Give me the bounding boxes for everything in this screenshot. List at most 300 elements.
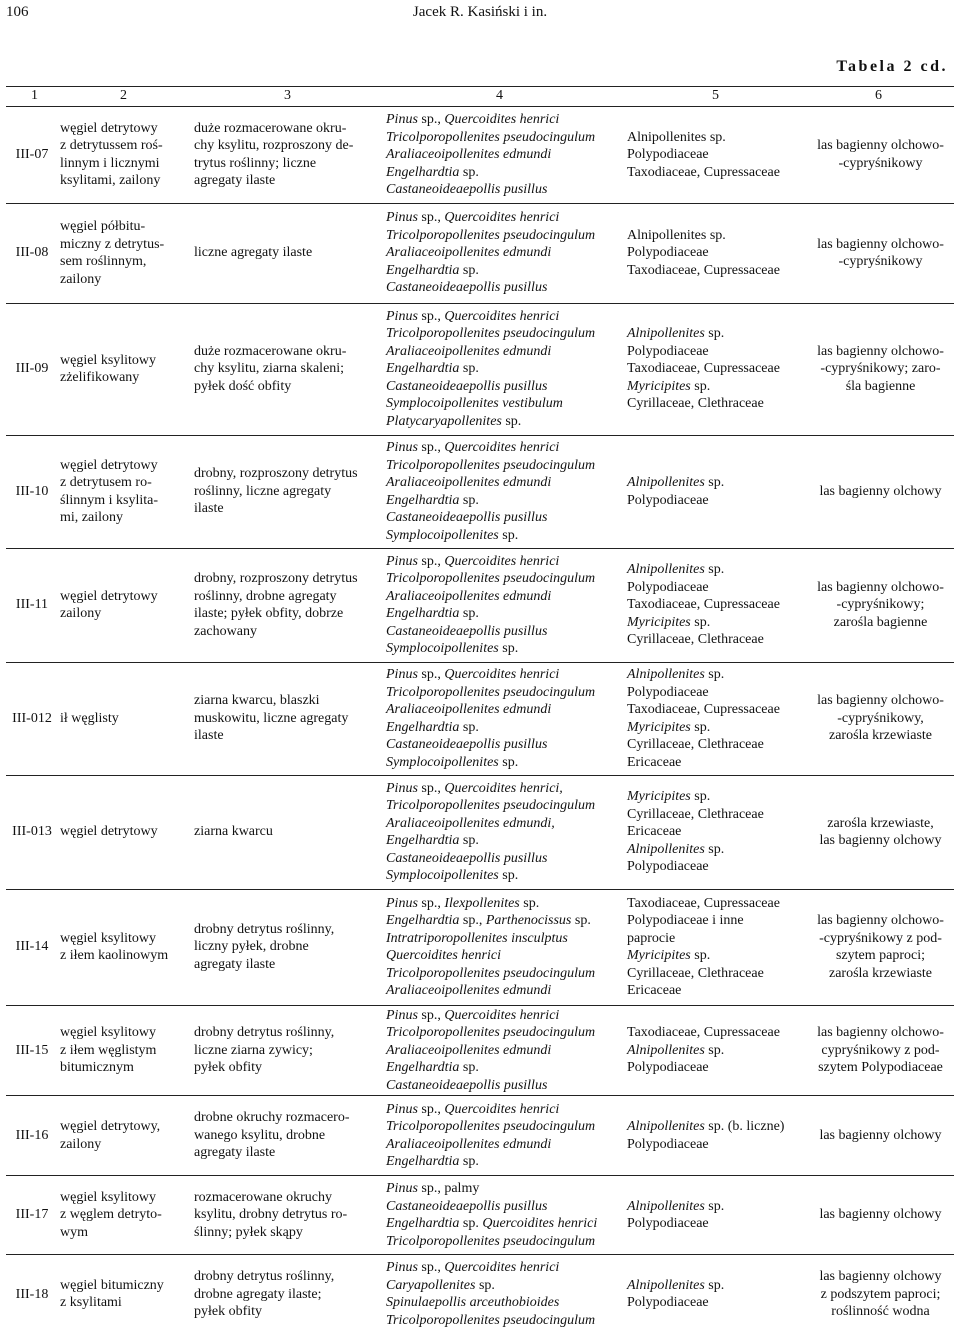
cell-line: drobny detrytus roślinny, [194, 921, 335, 937]
cell-line: ilaste [194, 501, 224, 517]
cell-line: -cypryśnikowy; zaro- [820, 361, 941, 377]
cell-line: zżelifikowany [60, 370, 140, 385]
taxon-name: Tricolporopollenites pseudocingulum [386, 227, 596, 243]
taxon-name: Araliaceoipollenites edmundi [386, 147, 552, 162]
cell-line: las bagienny olchowo- [817, 693, 944, 709]
text-run: Taxodiaceae, Cupressaceae [627, 895, 780, 911]
cell-line [627, 1042, 805, 1060]
cell-line [627, 1215, 805, 1233]
cell-line: liczne ziarna zywicy; [194, 1042, 313, 1058]
running-header-authors: Jacek R. Kasiński i in. [412, 4, 548, 20]
pollen-secondary-cell [625, 775, 807, 889]
taxon-name: Myricipites [627, 378, 691, 394]
cell-line [627, 631, 805, 649]
taxon-name: Alnipollenites [627, 326, 705, 342]
text-run: sp. [704, 475, 725, 490]
cell-line: chy ksylitu, ziarna skaleni; [194, 361, 345, 377]
cell-line: duże rozmacerowane okru- [194, 120, 347, 136]
text-run: Polypodiaceae [627, 1295, 709, 1311]
text-run: Polypodiaceae i inne [627, 913, 744, 928]
cell-line [386, 570, 623, 588]
text-run: Ericaceae [627, 983, 682, 998]
text-run: sp. [498, 641, 519, 656]
cell-line [627, 684, 805, 702]
cell-line [627, 325, 805, 343]
text-run: sp. [417, 780, 438, 796]
cell-line [386, 1042, 623, 1060]
text-run: sp. [417, 1101, 438, 1117]
taxon-name: Tricolporopollenites pseudocingulum [386, 129, 596, 145]
taxon-name: Symplocoipollenites [386, 754, 499, 770]
taxon-name: Symplocoipollenites [386, 868, 499, 883]
environment-cell [807, 662, 954, 775]
taxon-name: Alnipollenites [627, 1042, 705, 1058]
text-run: sp. [459, 492, 479, 508]
cell-line [627, 666, 805, 684]
cell-line [386, 527, 623, 545]
text-run: Polypodiaceae [627, 1216, 709, 1231]
sample-id-cell: III-17 [6, 1176, 58, 1255]
cell-line: agregaty ilaste [194, 173, 276, 189]
text-run: sp. [704, 841, 725, 857]
cell-line [386, 754, 623, 772]
taxon-name: Castaneoideaepollis pusillus [386, 182, 548, 197]
text-run: sp. [690, 789, 711, 805]
text-run: sp. [690, 614, 711, 630]
taxon-name: Symplocoipollenites vestibulum [386, 396, 563, 412]
cell-line [627, 736, 805, 754]
text-run: Taxodiaceae, Cupressaceae [627, 597, 780, 613]
components-cell [192, 1176, 384, 1255]
sample-table [6, 107, 954, 1334]
text-run: , palmy [437, 1181, 480, 1196]
taxon-name: Tricolporopollenites pseudocingulum [386, 684, 596, 700]
cell-line [386, 736, 623, 754]
cell-line [386, 832, 623, 850]
text-run: Taxodiaceae, Cupressaceae [627, 164, 780, 180]
cell-line: roślinność wodna [831, 1304, 930, 1319]
table-row [6, 435, 954, 548]
sample-id-cell: III-16 [6, 1096, 58, 1176]
cell-line [627, 788, 805, 806]
lithology-cell [58, 1005, 192, 1096]
taxon-name: Engelhardtia [386, 1154, 460, 1169]
lithology-cell [58, 303, 192, 435]
cell-line [386, 1198, 623, 1216]
cell-line [386, 474, 623, 492]
taxon-name: Myricipites [627, 789, 691, 805]
cell-line: -cypryśnikowy, [837, 710, 924, 726]
text-run: sp. [459, 606, 479, 621]
text-run: sp. [459, 913, 479, 928]
text-run: sp. [459, 164, 479, 180]
lithology-cell [58, 548, 192, 662]
cell-line: szytem Polypodiaceae [818, 1060, 943, 1075]
taxon-name: Castaneoideaepollis pusillus [386, 378, 548, 394]
cell-line: z detrytusem ro- [60, 475, 152, 490]
cell-line: ziarna kwarcu, blaszki [194, 693, 320, 709]
pollen-primary-cell [384, 1096, 625, 1176]
cell-line [627, 895, 805, 913]
taxon-name: Castaneoideaepollis pusillus [386, 280, 548, 296]
text-run: sp. [417, 895, 438, 911]
cell-line [386, 395, 623, 413]
text-run: , [437, 553, 445, 569]
taxon-name: Engelhardtia [386, 1060, 460, 1075]
text-run: sp. [571, 913, 591, 928]
cell-line [627, 146, 805, 164]
components-cell [192, 303, 384, 435]
taxon-name: Quercoidites henrici [444, 1101, 560, 1117]
cell-line [386, 605, 623, 623]
cell-line: liczny pyłek, drobne [194, 939, 309, 955]
text-run: , [437, 440, 445, 455]
cell-line: zailony [60, 271, 102, 287]
taxon-name: Alnipollenites [627, 667, 705, 682]
cell-line: węgiel półbitu- [60, 219, 146, 234]
lithology-cell [58, 775, 192, 889]
cell-line: węgiel detrytowy [60, 457, 158, 473]
cell-line [627, 1294, 805, 1312]
cell-line: wanego ksylitu, drobne [194, 1127, 326, 1143]
cell-line [627, 579, 805, 597]
cell-line [386, 947, 623, 965]
cell-line: ziarna kwarcu [194, 824, 273, 840]
cell-line: z detrytussem roś- [60, 138, 163, 154]
text-run: sp. [459, 719, 479, 735]
cell-line: ksylitu, drobny detrytus ro- [194, 1207, 348, 1223]
taxon-name: Myricipites [627, 614, 691, 630]
cell-line [627, 343, 805, 361]
taxon-name: Symplocoipollenites [386, 641, 499, 656]
taxon-name: Quercoidites henrici [444, 308, 560, 324]
pollen-secondary-cell [625, 662, 807, 775]
column-number: 5 [712, 88, 719, 103]
text-run: Polypodiaceae [627, 492, 709, 508]
table-row [6, 775, 954, 889]
cell-line [627, 1024, 805, 1042]
cell-line [386, 262, 623, 280]
components-cell [192, 889, 384, 1005]
text-run: Ericaceae [627, 824, 682, 840]
pollen-primary-cell [384, 107, 625, 203]
sample-id-cell: III-11 [6, 548, 58, 662]
text-run: sp. [475, 1277, 495, 1293]
cell-line: z węglem detryto- [60, 1207, 162, 1223]
environment-cell [807, 775, 954, 889]
cell-line [386, 244, 623, 262]
pollen-primary-cell [384, 889, 625, 1005]
cell-line [386, 1024, 623, 1042]
cell-line: drobny, rozproszony detrytus [194, 466, 358, 482]
cell-line [386, 378, 623, 396]
cell-line [386, 623, 623, 641]
cell-line: ślinny; pyłek skąpy [194, 1224, 303, 1240]
taxon-name: Tricolporopollenites pseudocingulum [386, 1025, 596, 1040]
taxon-name: Engelhardtia [386, 262, 460, 278]
table-title: Tabela 2 cd. [836, 58, 948, 75]
cell-line [386, 509, 623, 527]
taxon-name: Engelhardtia [386, 361, 460, 377]
cell-line: linnym i licznymi [60, 155, 160, 171]
text-run: sp. [459, 361, 479, 377]
pollen-secondary-cell [625, 303, 807, 435]
cell-line [627, 930, 805, 948]
text-run: , [437, 1007, 445, 1023]
taxon-name: Castaneoideaepollis pusillus [386, 850, 548, 866]
text-run: Alnipollenites sp. [627, 129, 726, 145]
cell-line [386, 850, 623, 868]
cell-line [386, 666, 623, 684]
taxon-name: Pinus [386, 440, 418, 455]
text-run: sp. [417, 667, 438, 682]
components-cell [192, 775, 384, 889]
text-run: , [437, 895, 445, 911]
lithology-cell [58, 107, 192, 203]
cell-line [386, 1118, 623, 1136]
table-row [6, 548, 954, 662]
text-run: sp. [498, 868, 519, 883]
taxon-name: Quercoidites henrici [444, 210, 560, 226]
components-cell [192, 107, 384, 203]
cell-line [627, 395, 805, 413]
text-run: paprocie [627, 930, 676, 946]
cell-line: ślinnym i ksylita- [60, 492, 158, 508]
taxon-name: Alnipollenites [627, 841, 705, 857]
cell-line: chy ksylitu, rozproszony de- [194, 138, 354, 154]
text-run: sp. [459, 833, 479, 848]
taxon-name: Castaneoideaepollis pusillus [386, 510, 548, 525]
page-number: 106 [6, 4, 29, 20]
pollen-primary-cell [384, 1176, 625, 1255]
text-run: sp. [704, 326, 725, 342]
taxon-name: Araliaceoipollenites edmundi [386, 475, 552, 490]
text-run: Cyrillaceae, Clethraceae [627, 806, 764, 822]
taxon-name: Quercoidites henrici [482, 1216, 598, 1231]
cell-line [627, 982, 805, 1000]
taxon-name: Quercoidites henrici [444, 667, 560, 682]
cell-line: rozmacerowane okruchy [194, 1189, 332, 1205]
cell-line [386, 719, 623, 737]
text-run: sp. [459, 1060, 479, 1075]
text-run: Taxodiaceae, Cupressaceae [627, 361, 780, 377]
cell-line: -cypryśnikowy [838, 155, 923, 171]
cell-line [386, 1294, 623, 1312]
cell-line [386, 439, 623, 457]
text-run: sp. [417, 1007, 438, 1023]
cell-line: -cypryśnikowy [838, 254, 923, 269]
cell-line [627, 492, 805, 510]
cell-line [386, 492, 623, 510]
taxon-name: Tricolporopollenites pseudocingulum [386, 571, 596, 586]
environment-cell [807, 203, 954, 303]
environment-cell [807, 1096, 954, 1176]
taxon-name: Quercoidites henrici, [444, 780, 563, 796]
environment-cell [807, 303, 954, 435]
cell-line [386, 1077, 623, 1095]
cell-line: las bagienny olchowo- [817, 343, 944, 359]
text-run: sp. [690, 719, 711, 735]
sample-id-cell: III-012 [6, 662, 58, 775]
cell-line [627, 1136, 805, 1154]
taxon-name: Pinus [386, 1181, 418, 1196]
text-run: sp. [501, 413, 522, 429]
cell-line: drobny detrytus roślinny, [194, 1269, 335, 1284]
column-number: 2 [120, 88, 127, 103]
table-row [6, 1005, 954, 1096]
cell-line [386, 325, 623, 343]
cell-line: zachowany [194, 623, 257, 639]
taxon-name: Alnipollenites [627, 1119, 705, 1134]
taxon-name: Quercoidites henrici [444, 1007, 560, 1023]
taxon-name: Myricipites [627, 948, 691, 963]
cell-line: las bagienny olchowo- [817, 138, 944, 154]
taxon-name: Pinus [386, 1260, 418, 1276]
cell-line: wym [60, 1224, 88, 1240]
taxon-name: Quercoidites henrici [444, 440, 560, 455]
taxon-name: Tricolporopollenites pseudocingulum [386, 326, 596, 342]
cell-line [386, 413, 623, 431]
taxon-name: Tricolporopollenites pseudocingulum [386, 457, 596, 473]
cell-line: zailony [60, 606, 102, 621]
pollen-primary-cell [384, 203, 625, 303]
cell-line: sem roślinnym, [60, 254, 147, 269]
taxon-name: Engelhardtia [386, 719, 460, 735]
taxon-name: Platycaryapollenites [386, 413, 502, 429]
cell-line [386, 780, 623, 798]
cell-line [627, 965, 805, 983]
cell-line: mi, zailony [60, 510, 123, 525]
cell-line [627, 1118, 805, 1136]
cell-line [386, 1007, 623, 1025]
cell-line [386, 360, 623, 378]
cell-line [627, 823, 805, 841]
text-run: sp. [459, 1216, 483, 1231]
cell-line [627, 841, 805, 859]
cell-line [386, 553, 623, 571]
text-run: sp. [704, 667, 725, 682]
cell-line [627, 858, 805, 876]
cell-line: z iłem węglistym [60, 1042, 157, 1058]
table-row [6, 203, 954, 303]
cell-line: z podszytem paproci; [820, 1286, 941, 1302]
taxon-name: Parthenocissus [485, 913, 572, 928]
sample-id-cell: III-08 [6, 203, 58, 303]
cell-line: las bagienny olchowo- [817, 579, 944, 595]
taxon-name: Pinus [386, 210, 418, 226]
text-run: sp. [417, 1181, 438, 1196]
pollen-primary-cell [384, 775, 625, 889]
taxon-name: Myricipites [627, 719, 691, 735]
taxon-name: Spinulaepollis arceuthobioides [386, 1295, 560, 1311]
cell-line: las bagienny olchowy [819, 483, 942, 499]
components-cell [192, 662, 384, 775]
text-run: Cyrillaceae, Clethraceae [627, 632, 764, 648]
table-row [6, 1096, 954, 1176]
table-row [6, 889, 954, 1005]
cell-line: liczne agregaty ilaste [194, 245, 313, 261]
cell-line [386, 227, 623, 245]
environment-cell [807, 1005, 954, 1096]
taxon-name: Ilexpollenites [444, 895, 520, 911]
cell-line [386, 930, 623, 948]
taxon-name: Pinus [386, 112, 418, 127]
cell-line: z iłem kaolinowym [60, 948, 169, 963]
taxon-name: Tricolporopollenites pseudocingulum [386, 798, 596, 813]
pollen-primary-cell [384, 662, 625, 775]
taxon-name: Tricolporopollenites pseudocingulum [386, 1119, 596, 1134]
cell-line [386, 181, 623, 199]
cell-line [627, 754, 805, 772]
text-run: Cyrillaceae, Clethraceae [627, 737, 764, 752]
cell-line: las bagienny olchowy [819, 833, 942, 848]
text-run: Polypodiaceae [627, 1060, 709, 1075]
components-cell [192, 548, 384, 662]
cell-line [627, 164, 805, 182]
text-run: sp. [417, 1260, 438, 1276]
text-run: sp. [417, 210, 438, 226]
cell-line: pyłek obfity [194, 1304, 263, 1319]
taxon-name: Araliaceoipollenites edmundi [386, 1136, 552, 1152]
taxon-name: Pinus [386, 895, 418, 911]
taxon-name: Araliaceoipollenites edmundi, [386, 815, 555, 831]
taxon-name: Alnipollenites [627, 1198, 705, 1214]
text-run: sp. [690, 948, 711, 963]
taxon-name: Araliaceoipollenites edmundi [386, 983, 552, 998]
cell-line [386, 895, 623, 913]
pollen-primary-cell [384, 1005, 625, 1096]
text-run: Ericaceae [627, 754, 682, 770]
table-row [6, 1176, 954, 1255]
taxon-name: Araliaceoipollenites edmundi [386, 1042, 552, 1058]
text-run: , [437, 780, 445, 796]
taxon-name: Caryapollenites [386, 1277, 476, 1293]
cell-line: zarośla krzewiaste [829, 965, 932, 981]
cell-line [627, 561, 805, 579]
cell-line [386, 111, 623, 129]
cell-line: z ksylitami [60, 1295, 122, 1311]
cell-line [386, 912, 623, 930]
cell-line [627, 912, 805, 930]
text-run: Polypodiaceae [627, 579, 709, 595]
sample-id-cell: III-013 [6, 775, 58, 889]
cell-line: pyłek dość obfity [194, 378, 292, 394]
pollen-secondary-cell [625, 1096, 807, 1176]
environment-cell [807, 889, 954, 1005]
pollen-secondary-cell [625, 548, 807, 662]
sample-id-cell: III-10 [6, 435, 58, 548]
column-number-row [6, 86, 954, 107]
cell-line: węgiel detrytowy [60, 120, 158, 136]
pollen-primary-cell [384, 435, 625, 548]
sample-id-cell: III-18 [15, 1286, 49, 1302]
sample-id-cell: III-14 [6, 889, 58, 1005]
cell-line [627, 719, 805, 737]
column-number: 6 [875, 88, 882, 103]
text-run: Taxodiaceae, Cupressaceae [627, 262, 780, 278]
pollen-secondary-cell [625, 889, 807, 1005]
taxon-name: Quercoidites henrici [444, 553, 560, 569]
cell-line [386, 146, 623, 164]
cell-line [386, 982, 623, 1000]
taxon-name: Pinus [386, 1007, 418, 1023]
taxon-name: Alnipollenites [627, 562, 705, 578]
cell-line: zailony [60, 1136, 102, 1152]
column-number: 3 [284, 88, 291, 103]
text-run: Polypodiaceae [627, 684, 709, 700]
text-run: sp. [417, 440, 438, 455]
cell-line: śla bagienne [845, 378, 916, 394]
